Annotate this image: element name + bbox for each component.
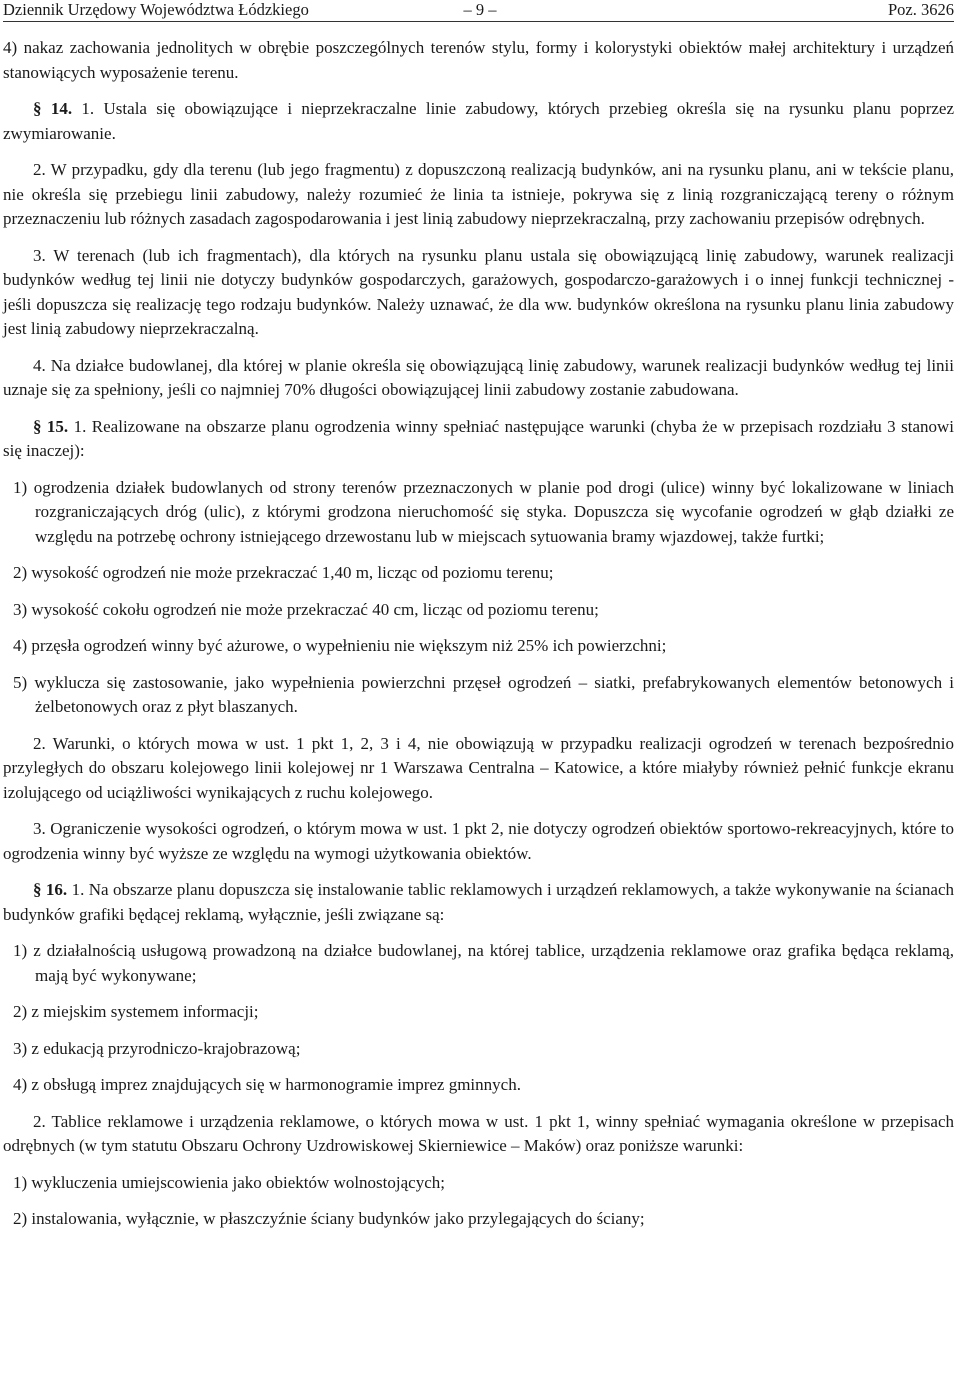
paragraph-text: 4) przęsła ogrodzeń winny być ażurowe, o wypełnieniu nie większym niż 25% ich powierzchni; xyxy=(13,636,667,655)
list-item xyxy=(3,1171,954,1196)
paragraph-text: 2. Warunki, o których mowa w ust. 1 pkt 1, 2, 3 i 4, nie obowiązują w przypadku realizacji ogrodzeń w terenach bezpośrednio przyległych do obszaru kolejowego linii kolejowej nr 1 Warszawa Centralna – Katowice, a które miałyby również pełnić funkcje ekranu izolującego od uciążliwości wynikających z ruchu kolejowego. xyxy=(3,733,954,802)
section-number: § 14. xyxy=(33,99,73,118)
paragraph xyxy=(3,1110,954,1159)
list-item xyxy=(3,634,954,659)
list-item xyxy=(3,476,954,550)
list-item xyxy=(3,1000,954,1025)
page-header xyxy=(3,0,954,22)
paragraph xyxy=(3,244,954,342)
list-item xyxy=(3,1207,954,1232)
list-item xyxy=(3,561,954,586)
paragraph xyxy=(3,158,954,232)
list-item xyxy=(3,1073,954,1098)
paragraph-text: 2) wysokość ogrodzeń nie może przekraczać 1,40 m, licząc od poziomu terenu; xyxy=(13,563,554,582)
paragraph-text: 1. Na obszarze planu dopuszcza się instalowanie tablic reklamowych i urządzeń reklamowych, a także wykonywanie na ścianach budynków grafiki będącej reklamą, wyłącznie, jeśli związane są: xyxy=(3,880,955,924)
paragraph-text: 2. W przypadku, gdy dla terenu (lub jego fragmentu) z dopuszczoną realizacją budynków, ani na rysunku planu, ani w tekście planu, nie określa się przebiegu linii zabudowy, należy rozumieć że linia ta istnieje, pokrywa się z linią rozgraniczającą tereny o różnym przeznaczeniu lub różnych zasadach zagospodarowania i jest linią zabudowy nieprzekraczalną, przy zachowaniu przepisów odrębnych. xyxy=(3,160,954,228)
paragraph-text: 4. Na działce budowlanej, dla której w planie określa się obowiązującą linię zabudowy, warunek realizacji budynków według tej linii uznaje się za spełniony, jeśli co najmniej 70% długości obowiązującej linii zabudowy zostanie zabudowana. xyxy=(3,355,954,399)
paragraph-text: 2) instalowania, wyłącznie, w płaszczyźnie ściany budynków jako przylegających do ściany; xyxy=(13,1209,645,1228)
paragraph xyxy=(3,878,954,927)
list-item xyxy=(3,671,954,720)
paragraph-text: 2) z miejskim systemem informacji; xyxy=(13,1002,259,1021)
paragraph-text: 3. W terenach (lub ich fragmentach), dla których na rysunku planu ustala się obowiązującą linię zabudowy, warunek realizacji budynków według tej linii nie dotyczy budynków gospodarczych, garażowych, gospodarczo-garażowych i o innej funkcji technicznej - jeśli dopuszcza się realizację tego rodzaju budynków. Należy uznawać, że dla ww. budynków określona na rysunku planu linia zabudowy jest linią zabudowy nieprzekraczalną. xyxy=(3,245,954,338)
list-item xyxy=(3,598,954,623)
paragraph-text: 3. Ograniczenie wysokości ogrodzeń, o którym mowa w ust. 1 pkt 2, nie dotyczy ogrodzeń obiektów sportowo-rekreacyjnych, które to ogrodzenia winny być wyższe ze względu na wymogi użytkowania obiektów. xyxy=(3,819,954,863)
paragraph xyxy=(3,97,954,146)
paragraph-text: 5) wyklucza się zastosowanie, jako wypełnienia powierzchni przęseł ogrodzeń – siatki, prefabrykowanych elementów betonowych i żelbetonowych oraz z płyt blaszanych. xyxy=(13,672,954,716)
position-number: Poz. 3626 xyxy=(888,0,954,19)
paragraph-text: 1) wykluczenia umiejscowienia jako obiektów wolnostojących; xyxy=(13,1172,445,1192)
paragraph-text: 1. Ustala się obowiązujące i nieprzekraczalne linie zabudowy, których przebieg określa się na rysunku planu poprzez zwymiarowanie. xyxy=(3,99,954,143)
paragraph-text: 4) nakaz zachowania jednolitych w obrębie poszczególnych terenów stylu, formy i kolorystyki obiektów małej architektury i urządzeń stanowiących wyposażenie terenu. xyxy=(3,38,954,82)
paragraph-text: 2. Tablice reklamowe i urządzenia reklamowe, o których mowa w ust. 1 pkt 1, winny spełniać wymagania określone w przepisach odrębnych (w tym statutu Obszaru Ochrony Uzdrowiskowej Skierniewice – Maków) oraz poniższe warunki: xyxy=(3,1111,954,1155)
paragraph-text: 3) wysokość cokołu ogrodzeń nie może przekraczać 40 cm, licząc od poziomu terenu; xyxy=(13,599,599,619)
journal-title: Dziennik Urzędowy Województwa Łódzkiego xyxy=(3,0,309,19)
section-number: § 16. xyxy=(33,880,68,899)
paragraph xyxy=(3,817,954,866)
paragraph-text: 4) z obsługą imprez znajdujących się w harmonogramie imprez gminnych. xyxy=(13,1075,521,1094)
paragraph-text: 1) ogrodzenia działek budowlanych od strony terenów przeznaczonych w planie pod drogi (ulice) winny być lokalizowane w liniach rozgraniczających dróg (ulic), z którymi grodzona nieruchomość się styka. Dopuszcza się wycofanie ogrodzeń w głąb działki ze względu na potrzebę ochrony istniejącego drzewostanu lub w miejscach sytuowania bramy wjazdowej, także furtki; xyxy=(13,477,954,546)
paragraph-text: 1. Realizowane na obszarze planu ogrodzenia winny spełniać następujące warunki (chyba że w przepisach rozdziału 3 stanowi się inaczej): xyxy=(3,416,954,460)
section-number: § 15. xyxy=(33,416,69,436)
paragraph-text: 3) z edukacją przyrodniczo-krajobrazową; xyxy=(13,1038,301,1058)
list-item xyxy=(3,1037,954,1062)
paragraph xyxy=(3,36,954,85)
paragraph xyxy=(3,415,954,464)
paragraph-text: 1) z działalnością usługową prowadzoną na działce budowlanej, na której tablice, urządzenia reklamowe oraz grafika będąca reklamą, mają być wykonywane; xyxy=(13,941,954,985)
document-body xyxy=(3,36,954,1232)
page-number: – 9 – xyxy=(463,0,497,19)
paragraph xyxy=(3,354,954,403)
paragraph xyxy=(3,732,954,806)
list-item xyxy=(3,939,954,988)
